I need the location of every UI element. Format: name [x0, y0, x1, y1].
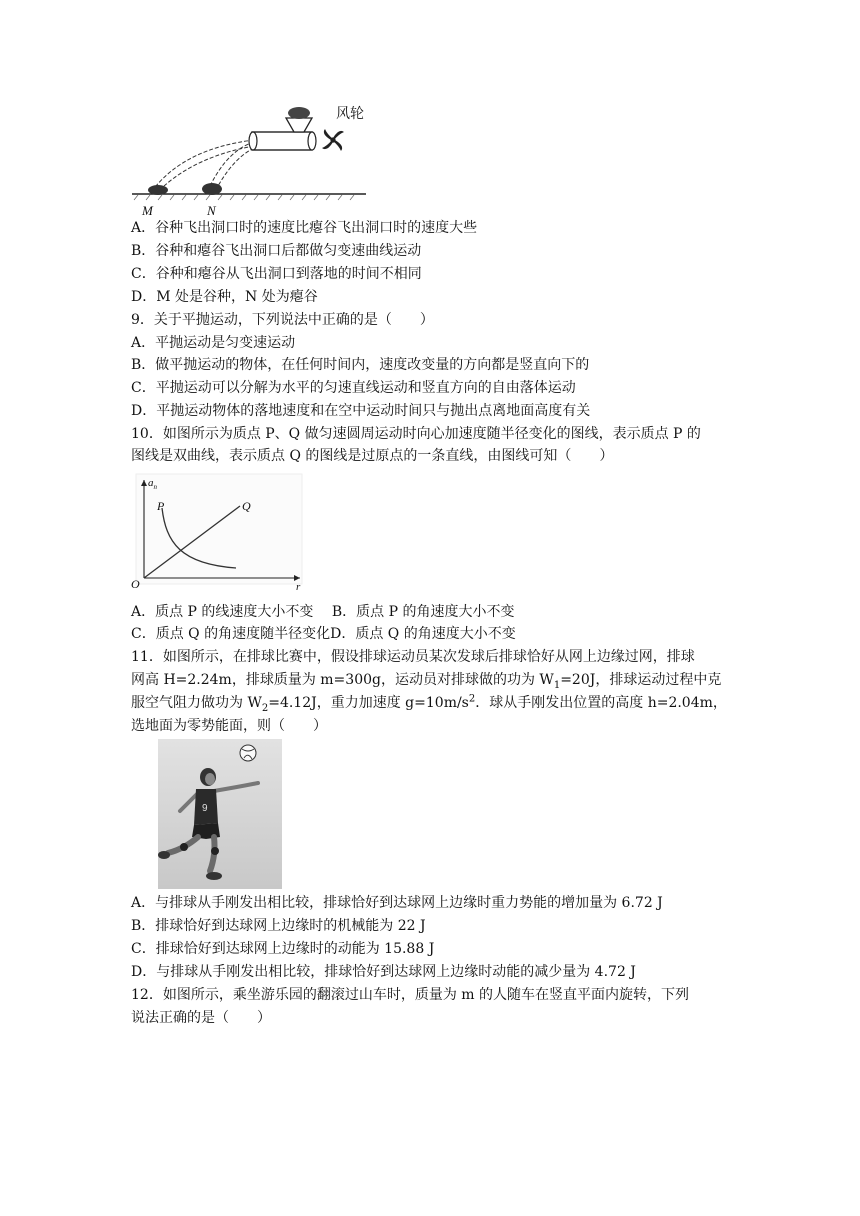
q11-stem-line4: 选地面为零势能面，则（ ）: [131, 718, 327, 734]
label-m: M: [142, 203, 153, 218]
label-q: Q: [242, 499, 251, 513]
q9-option-c: C．平抛运动可以分解为水平的匀速直线运动和竖直方向的自由落体运动: [131, 380, 576, 396]
q11-option-d: D．与排球从手刚发出相比较，排球恰好到达球网上边缘时动能的减少量为 4.72 J: [131, 964, 636, 980]
label-n: N: [207, 203, 216, 218]
q10-options-ab: A．质点 P 的线速度大小不变 B．质点 P 的角速度大小不变: [131, 604, 515, 620]
y-axis-label: $a_n$: [148, 477, 157, 491]
q11-option-c: C．排球恰好到达球网上边缘时的动能为 15.88 J: [131, 941, 435, 957]
q11-option-b: B．排球恰好到达球网上边缘时的机械能为 22 J: [131, 918, 426, 934]
q9-option-d: D．平抛运动物体的落地速度和在空中运动时间只与抛出点离地面高度有关: [131, 403, 591, 419]
q8-option-d: D．M 处是谷种，N 处为瘪谷: [131, 289, 318, 305]
q11-stem-line2: 网高 H=2.24m，排球质量为 m=300g，运动员对排球做的功为 $W_1=20J$，排球运动过程中克: [131, 672, 722, 691]
q11-stem-line3: 服空气阻力做功为 $W_2=4.12J$，重力加速度 $g=10m/s^2$．球从手刚发出位置的高度 h=2.04m，: [131, 693, 727, 714]
q10-graph: [128, 472, 308, 592]
winnowing-figure: [128, 98, 378, 220]
q10-stem-line1: 10．如图所示为质点 P、Q 做匀速圆周运动时向心加速度随半径变化的图线，表示质点 P 的: [131, 426, 701, 442]
label-p: P: [157, 499, 165, 513]
q9-option-a: A．平抛运动是匀变速运动: [131, 335, 296, 351]
volleyball-player-photo: [158, 739, 282, 889]
q9-option-b: B．做平抛运动的物体，在任何时间内，速度改变量的方向都是竖直向下的: [131, 357, 590, 373]
origin-label: O: [131, 577, 140, 591]
q10-options-cd: C．质点 Q 的角速度随半径变化D．质点 Q 的角速度大小不变: [131, 626, 516, 642]
q11-stem-line1: 11．如图所示，在排球比赛中，假设排球运动员某次发球后排球恰好从网上边缘过网，排球: [131, 649, 695, 665]
q12-stem-line2: 说法正确的是（ ）: [131, 1010, 271, 1026]
q11-option-a: A．与排球从手刚发出相比较，排球恰好到达球网上边缘时重力势能的增加量为 6.72 J: [131, 895, 663, 911]
q8-option-a: A．谷种飞出洞口时的速度比瘪谷飞出洞口时的速度大些: [131, 220, 478, 236]
q8-option-c: C．谷种和瘪谷从飞出洞口到落地的时间不相同: [131, 266, 422, 282]
x-axis-label: r: [296, 581, 301, 592]
q9-stem: 9．关于平抛运动，下列说法中正确的是（ ）: [131, 312, 434, 328]
fan-label: 风轮: [336, 105, 364, 121]
jersey-number: 9: [202, 803, 208, 814]
q12-stem-line1: 12．如图所示，乘坐游乐园的翻滚过山车时，质量为 m 的人随车在竖直平面内旋转，下列: [131, 987, 689, 1003]
q8-option-b: B．谷种和瘪谷飞出洞口后都做匀变速曲线运动: [131, 243, 422, 259]
q10-stem-line2: 图线是双曲线，表示质点 Q 的图线是过原点的一条直线，由图线可知（ ）: [131, 448, 614, 464]
